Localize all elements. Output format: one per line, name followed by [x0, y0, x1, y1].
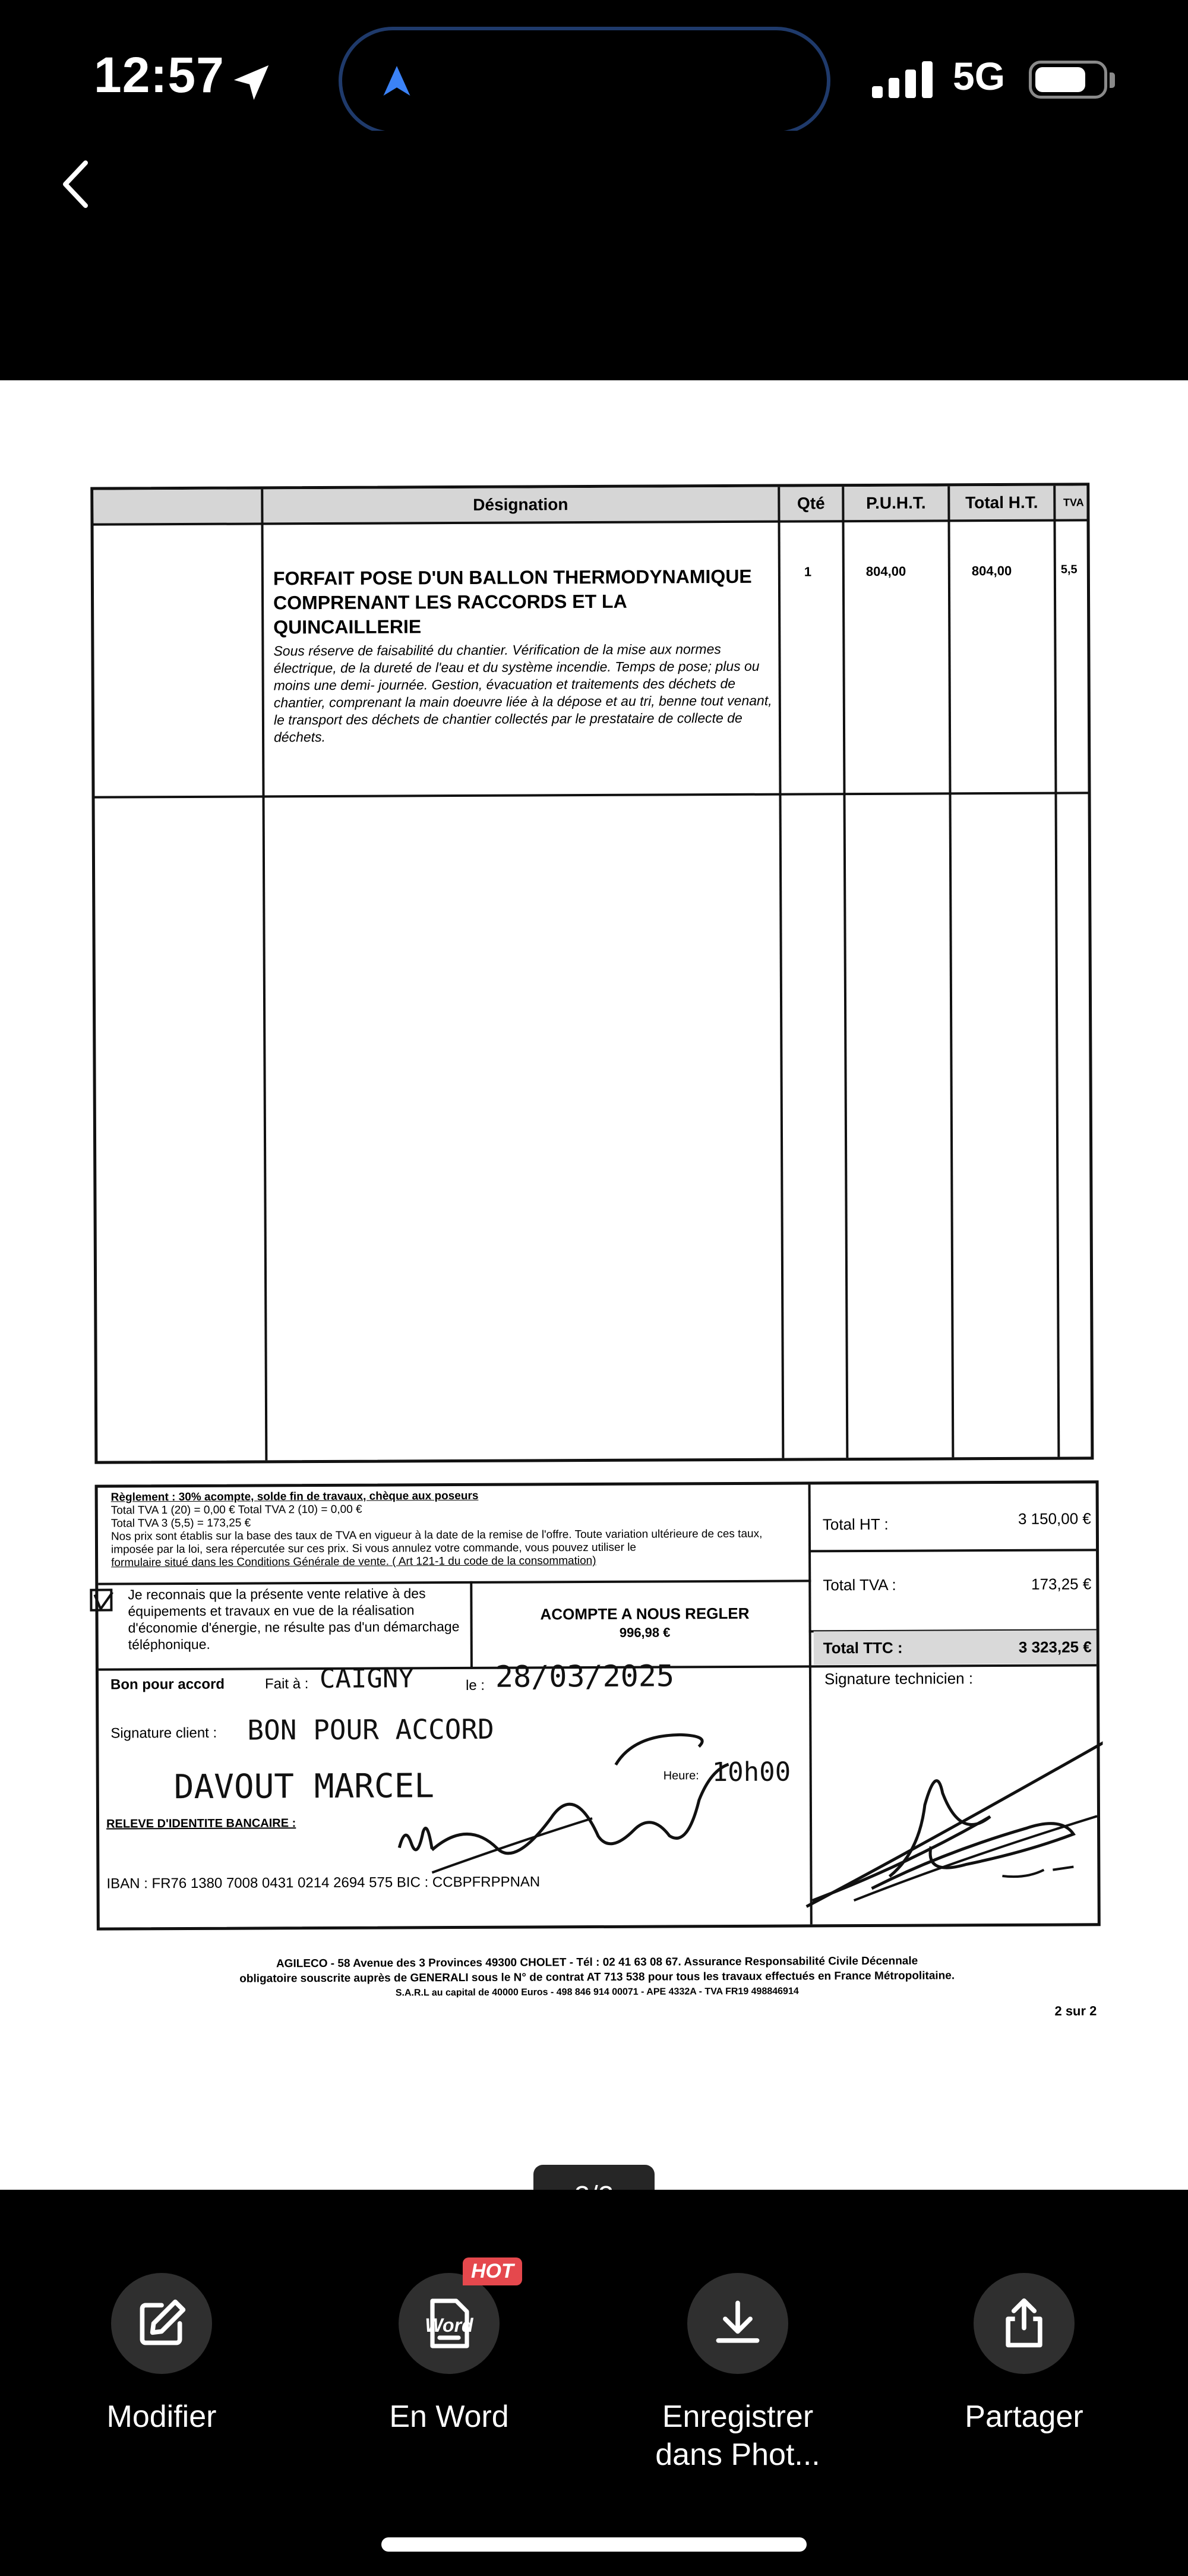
footer-line: S.A.R.L au capital de 40000 Euros - 498 846 914 00071 - APE 4332A - TVA FR19 498846914: [395, 1986, 799, 1998]
fait-a-handwritten: CAIGNY: [319, 1663, 415, 1695]
footer-line: obligatoire souscrite auprès de GENERALI sous le N° de contrat AT 713 538 pour tous les travaux effectués en France Métropolitaine.: [239, 1969, 955, 1985]
header-designation: Désignation: [473, 495, 568, 514]
rib-label: RELEVE D'IDENTITE BANCAIRE :: [106, 1817, 296, 1831]
hot-badge: HOT: [463, 2257, 522, 2285]
acompte-label: ACOMPTE A NOUS REGLER: [540, 1604, 750, 1623]
bon-pour-accord-label: Bon pour accord: [110, 1676, 225, 1693]
row-divider: [94, 792, 1088, 798]
share-icon: [997, 2296, 1051, 2351]
document-viewer[interactable]: [0, 380, 1188, 2190]
dynamic-island[interactable]: [339, 27, 830, 135]
status-time: 12:57: [94, 47, 225, 103]
consent-text: Je reconnais que la présente vente relative à des équipements et travaux en vue de la réalisation d'économie d'énergie, ne résulte pas d'un démarchage téléphonique.: [128, 1585, 460, 1653]
total-ttc-value: 3 323,25 €: [1018, 1638, 1092, 1656]
battery-tip: [1110, 72, 1115, 88]
item-title: FORFAIT POSE D'UN BALLON THERMODYNAMIQUE COMPRENANT LES RACCORDS ET LA QUINCAILLERIE: [273, 565, 752, 638]
total-tva-value: 173,25 €: [1031, 1575, 1092, 1593]
company-footer: [181, 1953, 1013, 2001]
scanned-page: [0, 380, 1188, 2190]
location-arrow-icon: [230, 62, 272, 103]
navigation-arrow-icon: [379, 63, 415, 99]
payment-line: Règlement : 30% acompte, solde fin de travaux, chèque aux poseurs: [110, 1489, 479, 1504]
signature-scribbles: [98, 1483, 1104, 1933]
nav-bar: [0, 131, 1188, 380]
signature-client-label: Signature client :: [110, 1724, 217, 1742]
date-handwritten: 28/03/2025: [495, 1659, 675, 1694]
home-indicator[interactable]: [381, 2537, 807, 2552]
share-button[interactable]: [893, 2273, 1155, 2436]
payment-line: Total TVA 3 (5,5) = 173,25 €: [110, 1516, 251, 1530]
edit-icon: [134, 2296, 189, 2351]
column-divider: [778, 487, 784, 1458]
convert-word-button[interactable]: [318, 2260, 580, 2436]
total-ht-value: 3 150,00 €: [1018, 1509, 1091, 1528]
share-icon-circle: [974, 2273, 1075, 2374]
page-count-label: 2 sur 2: [1054, 2003, 1097, 2019]
total-tva-label: Total TVA :: [823, 1575, 896, 1594]
edit-button[interactable]: [31, 2273, 292, 2436]
table-header-row: [93, 485, 1086, 525]
save-label: [607, 2398, 868, 2474]
network-type: 5G: [953, 54, 1006, 98]
back-chevron-icon[interactable]: [57, 155, 95, 214]
item-puht: 804,00: [865, 563, 906, 579]
payment-line: Total TVA 1 (20) = 0,00 € Total TVA 2 (10) = 0,00 €: [110, 1503, 362, 1517]
item-qty: 1: [804, 564, 812, 579]
item-description: Sous réserve de faisabilité du chantier. Vérification de la mise aux normes électrique, de la dureté de l'eau et du système incendie. Temps de pose; plus ou moins une demi- journée. Gestion, évacuation et traitements des déchets de chantier, comprenant la main doeuvre liée à la dépose et au tri, benne tout venant, le transport des déchets de chantier collectés par le prestataire de collecte de déchets.: [273, 641, 772, 745]
edit-icon-circle: [111, 2273, 212, 2374]
download-icon-circle: [687, 2273, 788, 2374]
signature-technician-label: Signature technicien :: [824, 1669, 974, 1688]
summary-box: [95, 1480, 1101, 1930]
item-total-ht: 804,00: [971, 563, 1012, 579]
total-ht-label: Total HT :: [822, 1515, 889, 1534]
client-name-handwritten: DAVOUT MARCEL: [173, 1767, 435, 1807]
bottom-toolbar: [0, 2190, 1188, 2576]
header-tva: TVA: [1063, 496, 1084, 509]
column-divider: [947, 486, 954, 1457]
fait-a-label: Fait à :: [264, 1676, 309, 1692]
column-divider: [1053, 486, 1060, 1457]
save-to-photos-button[interactable]: [607, 2273, 868, 2474]
header-puht: P.U.H.T.: [865, 493, 926, 512]
payment-line: Nos prix sont établis sur la base des taux de TVA en vigueur à la date de la remise de l'offre. Toute variation ultérieure de ces taux, imposée par la loi, sera répercutée sur ces prix. Si vous annulez votre commande, vous pouvez utiliser le: [110, 1527, 763, 1556]
header-total-ht: Total H.T.: [965, 493, 1038, 512]
bon-pour-accord-handwritten: BON POUR ACCORD: [247, 1713, 494, 1746]
total-ttc-label: Total TTC :: [823, 1638, 903, 1657]
item-tva: 5,5: [1060, 563, 1078, 576]
save-label-line2: dans Phot...: [655, 2438, 820, 2472]
column-divider: [261, 489, 267, 1460]
share-label: Partager: [965, 2400, 1083, 2434]
column-divider: [842, 487, 848, 1458]
iban-text: IBAN : FR76 1380 7008 0431 0214 2694 575 BIC : CCBPFRPPNAN: [106, 1874, 541, 1892]
heure-handwritten: 10h00: [712, 1757, 791, 1788]
word-label: En Word: [389, 2400, 509, 2434]
battery-icon: [1029, 61, 1107, 99]
acompte-value: 996,98 €: [619, 1625, 671, 1640]
payment-line: formulaire situé dans les Conditions Générale de vente. ( Art 121-1 du code de la consommation): [111, 1554, 596, 1569]
footer-line: AGILECO - 58 Avenue des 3 Provinces 49300 CHOLET - Tél : 02 41 63 08 67. Assurance Responsabilité Civile Décennale: [276, 1954, 918, 1970]
date-label: le :: [465, 1677, 485, 1694]
word-mark: Word: [425, 2315, 473, 2336]
cellular-signal-icon: [872, 61, 934, 98]
edit-label: Modifier: [106, 2400, 217, 2434]
items-table: [90, 483, 1094, 1464]
download-icon: [710, 2296, 765, 2351]
heure-label: Heure:: [663, 1769, 699, 1783]
save-label-line1: Enregistrer: [662, 2400, 814, 2434]
header-qty: Qté: [797, 494, 825, 513]
word-icon-circle: [399, 2260, 514, 2374]
